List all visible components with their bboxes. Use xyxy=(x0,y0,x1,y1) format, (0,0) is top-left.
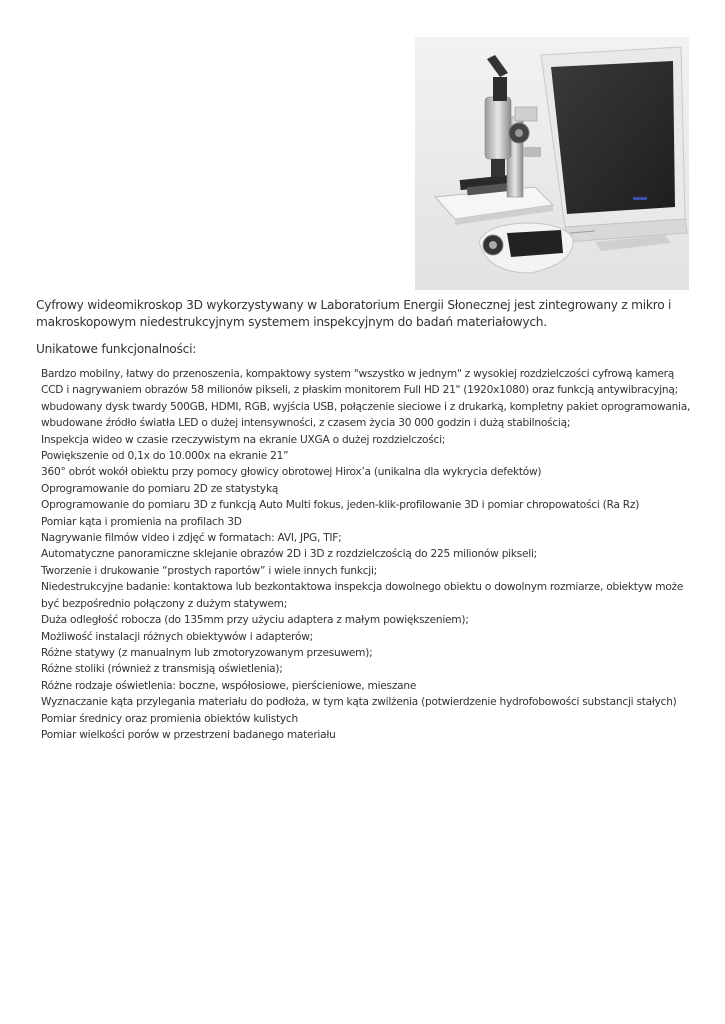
feature-item: Automatyczne panoramiczne sklejanie obrazów 2D i 3D z rozdzielczością do 225 milionów pikseli; xyxy=(41,548,537,561)
feature-item: Nagrywanie filmów video i zdjęć w formatach: AVI, JPG, TIF; xyxy=(41,532,342,545)
feature-item: Oprogramowanie do pomiaru 2D ze statystyką xyxy=(41,482,279,495)
feature-item: Niedestrukcyjne badanie: kontaktowa lub bezkontaktowa inspekcja dowolnego obiektu o dowolnym rozmiarze, obiektyw może być bezpośrednio połączony z dużym statywem; xyxy=(41,581,684,610)
feature-item: Możliwość instalacji różnych obiektywów i adapterów; xyxy=(41,630,313,643)
feature-item: Oprogramowanie do pomiaru 3D z funkcją Auto Multi fokus, jeden-klik-profilowanie 3D i pomiar chropowatości (Ra Rz) xyxy=(41,499,640,512)
feature-item: Inspekcja wideo w czasie rzeczywistym na ekranie UXGA o dużej rozdzielczości; xyxy=(41,433,446,446)
feature-item: Bardzo mobilny, łatwy do przenoszenia, kompaktowy system "wszystko w jednym" z wysokiej rozdzielczości cyfrową kamerą CCD i nagrywaniem obrazów 58 milionów pikseli, z płaskim monitorem Full HD 21" (1920x1080) oraz funkcją antywibracyjną; wbudowany dysk twardy 500GB, HDMI, RGB, wyjścia USB, połączenie sieciowe i z drukarką, kompletny pakiet oprogramowania, wbudowane źródło światła LED o dużej intensywności, z czasem życia 30 000 godzin i dużą stabilnością; xyxy=(41,368,691,430)
feature-item: Wyznaczanie kąta przylegania materiału do podłoża, w tym kąta zwilżenia (potwierdzenie hydrofobowości substancji stałych) xyxy=(41,696,677,709)
monitor-logo xyxy=(633,197,647,200)
microscope-product-photo xyxy=(415,37,689,290)
feature-item: Pomiar średnicy oraz promienia obiektów kulistych xyxy=(41,712,298,725)
feature-item: Powiększenie od 0,1x do 10.000x na ekranie 21” xyxy=(41,450,289,463)
feature-item: Różne stoliki (również z transmisją oświetlenia); xyxy=(41,663,283,676)
feature-item: Różne statywy (z manualnym lub zmotoryzowanym przesuwem); xyxy=(41,646,373,659)
feature-item: Tworzenie i drukowanie “prostych raportów” i wiele innych funkcji; xyxy=(41,564,377,577)
features-list xyxy=(41,366,693,743)
feature-item: Różne rodzaje oświetlenia: boczne, współosiowe, pierścieniowe, mieszane xyxy=(41,679,417,692)
microscope-illustration xyxy=(415,37,689,290)
intro-paragraph: Cyfrowy wideomikroskop 3D wykorzystywany w Laboratorium Energii Słonecznej jest zintegrowany z mikro i makroskopowym niedestrukcyjnym systemem inspekcyjnym do badań materiałowych. xyxy=(36,298,672,329)
feature-item: Duża odległość robocza (do 135mm przy użyciu adaptera z małym powiększeniem); xyxy=(41,614,469,627)
feature-item: 360° obrót wokół obiektu przy pomocy głowicy obrotowej Hirox’a (unikalna dla wykrycia defektów) xyxy=(41,466,542,479)
feature-item: Pomiar wielkości porów w przestrzeni badanego materiału xyxy=(41,728,336,741)
features-heading: Unikatowe funkcjonalności: xyxy=(36,342,197,356)
feature-item: Pomiar kąta i promienia na profilach 3D xyxy=(41,515,242,528)
